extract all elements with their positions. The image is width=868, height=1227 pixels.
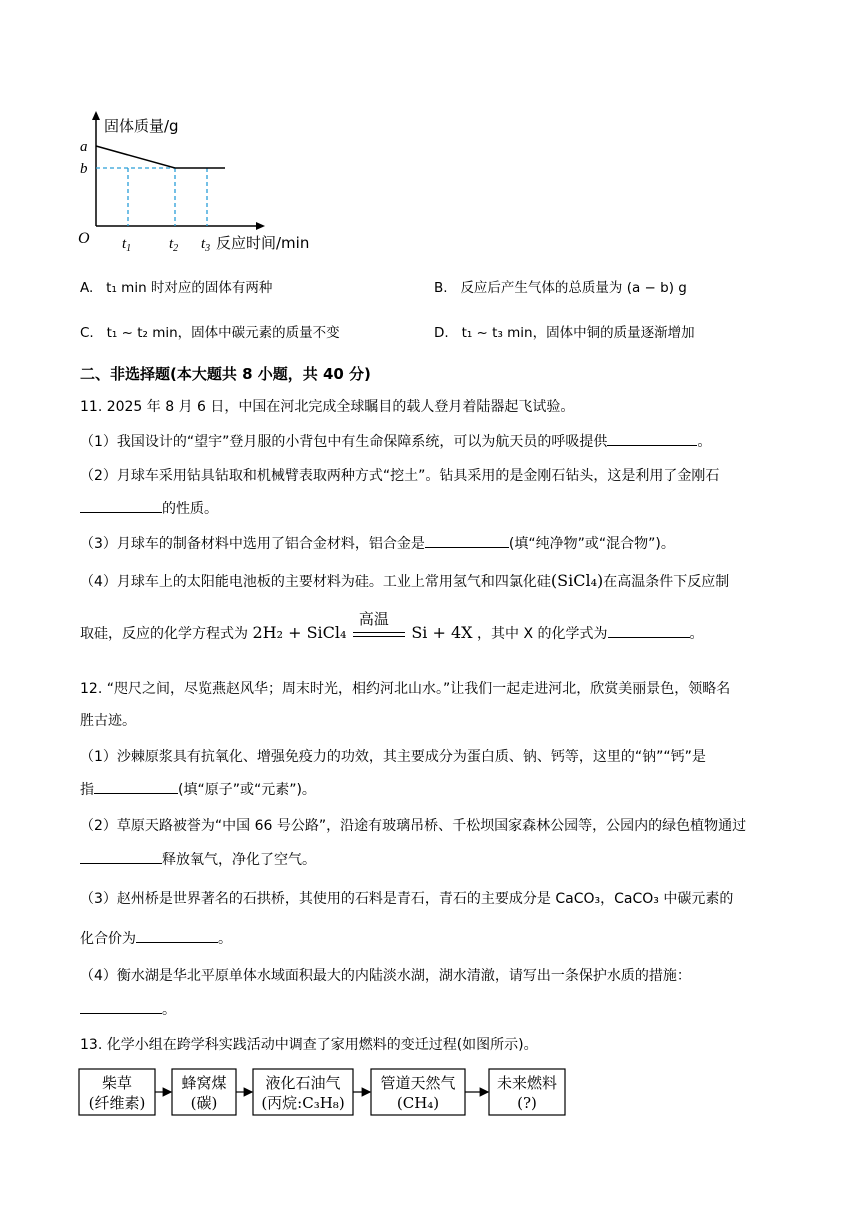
option-a-text: t₁ min 时对应的固体有两种 bbox=[106, 280, 273, 296]
x-tick-t2: $t_2$ bbox=[169, 236, 179, 254]
x-axis-arrow bbox=[256, 222, 265, 230]
fuel-box-3-name: 液化石油气 bbox=[265, 1074, 341, 1092]
origin-label: O bbox=[78, 230, 90, 247]
q12-p3b-text: 化合价为 bbox=[80, 931, 136, 947]
equation-left: 2H₂ + SiCl₄ bbox=[252, 623, 347, 642]
q11-p4-formula: (SiCl₄) bbox=[550, 571, 604, 590]
q11-part1 bbox=[80, 431, 711, 453]
fuel-box-5-detail: (?) bbox=[517, 1094, 537, 1112]
option-a[interactable] bbox=[80, 277, 272, 299]
q12-part3a: （3）赵州桥是世界著名的石拱桥，其使用的石料是青石，青石的主要成分是 CaCO₃，CaCO₃ 中碳元素的 bbox=[80, 891, 734, 907]
q12-part1a: （1）沙棘原浆具有抗氧化、增强免疫力的功效，其主要成分为蛋白质、钠、钙等，这里的“钠”“钙”是 bbox=[80, 749, 706, 765]
y-tick-a: a bbox=[80, 139, 88, 155]
q12-stem-a: 12. “咫尺之间，尽览燕赵风华；周末时光，相约河北山水。”让我们一起走进河北，欣赏美丽景色，领略名 bbox=[80, 681, 731, 697]
q12-p1-blank[interactable] bbox=[94, 779, 178, 794]
option-b-text: 反应后产生气体的总质量为 (a − b) g bbox=[460, 280, 687, 296]
equation-condition: 高温 bbox=[358, 610, 389, 628]
fuel-box-2-name: 蜂窝煤 bbox=[181, 1074, 227, 1092]
q11-p3b-text: (填“纯净物”或“混合物”)。 bbox=[508, 536, 675, 552]
q11-p3-blank[interactable] bbox=[425, 533, 509, 548]
q12-part2b bbox=[80, 849, 316, 871]
q12-part2a: （2）草原天路被誉为“中国 66 号公路”，沿途有玻璃吊桥、千松坝国家森林公园等，公园内的绿色植物通过 bbox=[80, 818, 747, 834]
y-axis-arrow bbox=[92, 111, 100, 120]
option-d-label: D. bbox=[434, 325, 449, 341]
q12-part3b bbox=[80, 928, 232, 950]
q11-p4-end: 。 bbox=[689, 626, 704, 642]
q11-p4-blank[interactable] bbox=[608, 623, 690, 638]
q11-part4b bbox=[80, 612, 704, 646]
q11-part2b bbox=[80, 498, 218, 520]
q12-stem-b: 胜古迹。 bbox=[80, 713, 136, 729]
mass-curve bbox=[96, 146, 225, 168]
fuel-box-2-detail: (碳) bbox=[190, 1094, 218, 1112]
q12-part4a: （4）衡水湖是华北平原单体水域面积最大的内陆淡水湖，湖水清澈，请写出一条保护水质的措施： bbox=[80, 968, 691, 984]
q12-p1c-text: (填“原子”或“元素”)。 bbox=[178, 782, 316, 798]
fuel-box-5-name: 未来燃料 bbox=[496, 1074, 558, 1092]
q12-part1b bbox=[80, 779, 316, 801]
q11-p1-text: （1）我国设计的“望宇”登月服的小背包中有生命保障系统，可以为航天员的呼吸提供 bbox=[80, 434, 608, 450]
option-d[interactable] bbox=[434, 322, 695, 344]
q12-p3-blank[interactable] bbox=[136, 928, 218, 943]
fuel-evolution-diagram bbox=[78, 1068, 578, 1118]
q12-p4-blank[interactable] bbox=[80, 999, 162, 1014]
q11-p4d-text: ，其中 X 的化学式为 bbox=[477, 626, 608, 642]
x-tick-t3: $t_3$ bbox=[201, 236, 211, 254]
option-a-label: A. bbox=[80, 280, 94, 296]
option-b[interactable] bbox=[434, 277, 687, 299]
equation-right: Si + 4X bbox=[411, 623, 473, 642]
option-c[interactable] bbox=[80, 322, 340, 344]
q12-part4b bbox=[80, 999, 176, 1021]
q13-stem: 13. 化学小组在跨学科实践活动中调查了家用燃料的变迁过程(如图所示)。 bbox=[80, 1037, 538, 1053]
fuel-box-1-name: 柴草 bbox=[101, 1074, 133, 1092]
q12-p3-end: 。 bbox=[218, 931, 232, 947]
q11-p3a-text: （3）月球车的制备材料中选用了铝合金材料，铝合金是 bbox=[80, 536, 425, 552]
q12-p2b-text: 释放氧气，净化了空气。 bbox=[162, 852, 316, 868]
q11-p2b-text: 的性质。 bbox=[162, 501, 218, 517]
q12-p1b-text: 指 bbox=[80, 782, 94, 798]
q11-part2a: （2）月球车采用钻具钻取和机械臂表取两种方式“挖土”。钻具采用的是金刚石钻头，这是利用了金刚石 bbox=[80, 468, 720, 484]
q12-p2-blank[interactable] bbox=[80, 849, 162, 864]
q11-p1-blank[interactable] bbox=[607, 431, 697, 446]
option-c-text: t₁ ~ t₂ min，固体中碳元素的质量不变 bbox=[106, 325, 340, 341]
equation-arrow bbox=[351, 612, 407, 646]
section-heading: 二、非选择题(本大题共 8 小题，共 40 分) bbox=[80, 365, 371, 383]
q12-p4-end: 。 bbox=[162, 1002, 176, 1018]
fuel-box-1-detail: (纤维素) bbox=[88, 1094, 146, 1112]
equation-bar-top bbox=[353, 632, 405, 633]
mass-time-graph bbox=[70, 108, 340, 258]
x-axis-title: 反应时间/min bbox=[216, 234, 310, 252]
y-tick-b: b bbox=[80, 161, 88, 177]
q11-p4a-text: （4）月球车上的太阳能电池板的主要材料为硅。工业上常用氢气和四氯化硅 bbox=[80, 574, 551, 590]
equation-bar-bottom bbox=[353, 636, 405, 637]
fuel-box-4-name: 管道天然气 bbox=[380, 1074, 456, 1092]
option-b-label: B. bbox=[434, 280, 448, 296]
option-c-label: C. bbox=[80, 325, 94, 341]
q11-stem: 11. 2025 年 8 月 6 日，中国在河北完成全球瞩目的载人登月着陆器起飞试验。 bbox=[80, 399, 575, 415]
q11-p4b-text: 在高温条件下反应制 bbox=[603, 574, 730, 590]
q11-p4c-text: 取硅，反应的化学方程式为 bbox=[80, 626, 248, 642]
option-d-text: t₁ ~ t₃ min，固体中铜的质量逐渐增加 bbox=[461, 325, 695, 341]
q11-part4a bbox=[80, 570, 729, 593]
q11-p2-blank[interactable] bbox=[80, 498, 162, 513]
x-tick-t1: $t_1$ bbox=[122, 236, 132, 254]
q11-p1-end: 。 bbox=[697, 434, 712, 450]
fuel-box-3-detail: (丙烷:C₃H₈) bbox=[261, 1094, 345, 1112]
q11-part3 bbox=[80, 533, 675, 555]
fuel-box-4-detail: (CH₄) bbox=[396, 1094, 440, 1112]
y-axis-title: 固体质量/g bbox=[104, 117, 179, 135]
